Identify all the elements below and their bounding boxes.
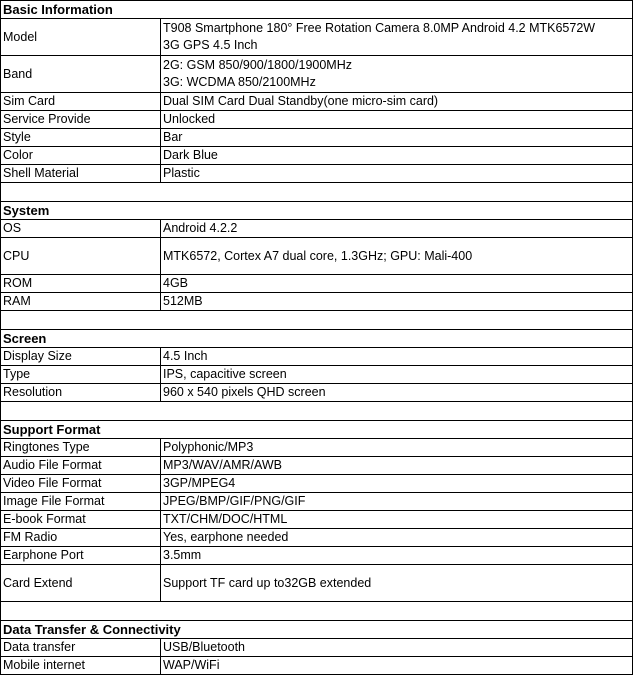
spacer-row <box>1 402 633 421</box>
table-row <box>1 384 633 402</box>
table-row <box>1 457 633 475</box>
section-title: Support Format <box>1 421 633 439</box>
row-value <box>161 19 633 56</box>
row-label: Color <box>1 147 161 165</box>
table-row <box>1 147 633 165</box>
row-label: Card Extend <box>1 565 161 602</box>
row-value: Support TF card up to32GB extended <box>161 565 633 602</box>
row-label: Model <box>1 19 161 56</box>
spacer-row <box>1 311 633 330</box>
row-label: E-book Format <box>1 511 161 529</box>
row-value: JPEG/BMP/GIF/PNG/GIF <box>161 493 633 511</box>
table-row <box>1 19 633 56</box>
section-title: Screen <box>1 330 633 348</box>
row-value: Plastic <box>161 165 633 183</box>
section-header-system <box>1 202 633 220</box>
row-value: Polyphonic/MP3 <box>161 439 633 457</box>
row-label: Earphone Port <box>1 547 161 565</box>
table-row <box>1 111 633 129</box>
table-row <box>1 565 633 602</box>
section-title: Data Transfer & Connectivity <box>1 621 633 639</box>
row-value: MTK6572, Cortex A7 dual core, 1.3GHz; GPU: Mali-400 <box>161 238 633 275</box>
row-value: Dark Blue <box>161 147 633 165</box>
value-line: 2G: GSM 850/900/1800/1900MHz <box>163 58 353 72</box>
row-value: 960 x 540 pixels QHD screen <box>161 384 633 402</box>
row-value: WAP/WiFi <box>161 657 633 675</box>
value-line: 3G: WCDMA 850/2100MHz <box>163 75 316 89</box>
section-header-support <box>1 421 633 439</box>
table-row <box>1 366 633 384</box>
row-value: Android 4.2.2 <box>161 220 633 238</box>
row-value: Unlocked <box>161 111 633 129</box>
row-label: Band <box>1 56 161 93</box>
value-line: 3G GPS 4.5 Inch <box>163 38 258 52</box>
table-row <box>1 529 633 547</box>
row-label: Ringtones Type <box>1 439 161 457</box>
row-label: ROM <box>1 275 161 293</box>
table-row <box>1 547 633 565</box>
table-row <box>1 475 633 493</box>
row-label: Display Size <box>1 348 161 366</box>
spacer-row <box>1 183 633 202</box>
table-row <box>1 93 633 111</box>
row-label: Style <box>1 129 161 147</box>
row-label: Data transfer <box>1 639 161 657</box>
table-row <box>1 493 633 511</box>
table-row <box>1 165 633 183</box>
row-label: Mobile internet <box>1 657 161 675</box>
row-value: 512MB <box>161 293 633 311</box>
section-title: System <box>1 202 633 220</box>
row-value: 4GB <box>161 275 633 293</box>
row-label: Service Provide <box>1 111 161 129</box>
row-value: IPS, capacitive screen <box>161 366 633 384</box>
row-label: FM Radio <box>1 529 161 547</box>
spacer-row <box>1 602 633 621</box>
row-value: 3GP/MPEG4 <box>161 475 633 493</box>
row-label: Shell Material <box>1 165 161 183</box>
table-row <box>1 238 633 275</box>
table-row <box>1 220 633 238</box>
row-value: 4.5 Inch <box>161 348 633 366</box>
row-value: MP3/WAV/AMR/AWB <box>161 457 633 475</box>
section-header-data <box>1 621 633 639</box>
row-label: Audio File Format <box>1 457 161 475</box>
row-value <box>161 56 633 93</box>
section-header-basic <box>1 1 633 19</box>
row-value: USB/Bluetooth <box>161 639 633 657</box>
row-value: Bar <box>161 129 633 147</box>
section-header-screen <box>1 330 633 348</box>
row-label: Resolution <box>1 384 161 402</box>
row-label: Type <box>1 366 161 384</box>
row-value: 3.5mm <box>161 547 633 565</box>
row-value: TXT/CHM/DOC/HTML <box>161 511 633 529</box>
section-title: Basic Information <box>1 1 633 19</box>
row-label: CPU <box>1 238 161 275</box>
table-row <box>1 657 633 675</box>
table-row <box>1 275 633 293</box>
table-row <box>1 348 633 366</box>
table-row <box>1 639 633 657</box>
row-label: Video File Format <box>1 475 161 493</box>
row-value: Yes, earphone needed <box>161 529 633 547</box>
row-label: OS <box>1 220 161 238</box>
row-label: Sim Card <box>1 93 161 111</box>
row-value: Dual SIM Card Dual Standby(one micro-sim card) <box>161 93 633 111</box>
row-label: RAM <box>1 293 161 311</box>
table-row <box>1 439 633 457</box>
table-row <box>1 293 633 311</box>
table-row <box>1 129 633 147</box>
table-row <box>1 511 633 529</box>
value-line: T908 Smartphone 180° Free Rotation Camera 8.0MP Android 4.2 MTK6572W <box>163 21 596 35</box>
table-row <box>1 56 633 93</box>
row-label: Image File Format <box>1 493 161 511</box>
